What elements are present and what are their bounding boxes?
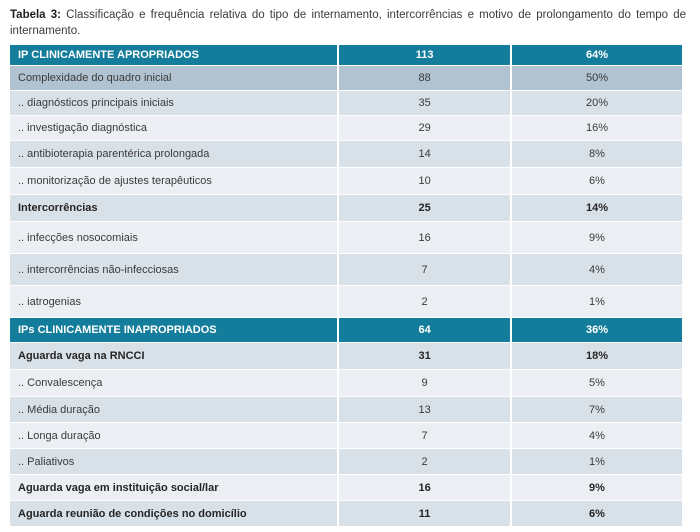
row-count: 14 [337,141,510,167]
row-label: .. Paliativos [18,455,75,468]
table-row [10,222,682,254]
row-label: .. Longa duração [18,429,101,442]
row-label: Aguarda vaga em instituição social/lar [18,481,219,494]
row-label: Aguarda reunião de condições no domicílio [18,507,247,520]
row-percent: 6% [510,501,682,526]
table-row [10,91,682,116]
row-count: 2 [337,286,510,317]
row-label: Complexidade do quadro inicial [18,72,172,85]
table-row [10,195,682,222]
row-label: .. antibioterapia parentérica prolongada [18,148,210,161]
table-row [10,475,682,501]
table-row [10,168,682,195]
row-percent: 7% [510,397,682,422]
table-row [10,116,682,141]
row-count: 31 [337,343,510,369]
row-label: .. intercorrências não-infecciosas [18,263,179,276]
section-header-row [10,45,682,66]
table-row [10,397,682,423]
row-percent: 18% [510,343,682,369]
row-percent: 4% [510,423,682,448]
row-count: 113 [337,45,510,65]
row-percent: 6% [510,168,682,194]
row-label: Intercorrências [18,202,98,215]
row-percent: 9% [510,475,682,500]
row-label: IPs CLINICAMENTE INAPROPRIADOS [18,324,217,337]
row-percent: 1% [510,449,682,474]
row-count: 10 [337,168,510,194]
row-percent: 8% [510,141,682,167]
row-label: IP CLINICAMENTE APROPRIADOS [18,49,199,62]
row-percent: 16% [510,116,682,140]
row-count: 7 [337,254,510,285]
row-count: 13 [337,397,510,422]
row-label: .. monitorização de ajustes terapêuticos [18,175,212,188]
row-percent: 5% [510,370,682,396]
table-row [10,449,682,475]
row-label: .. infecções nosocomiais [18,231,138,244]
row-percent: 14% [510,195,682,221]
row-percent: 4% [510,254,682,285]
row-percent: 36% [510,318,682,342]
row-count: 7 [337,423,510,448]
row-label: .. Convalescença [18,377,103,390]
row-count: 88 [337,66,510,90]
row-label: .. iatrogenias [18,295,81,308]
table-row [10,254,682,286]
row-count: 11 [337,501,510,526]
row-percent: 9% [510,222,682,253]
table-caption [10,8,686,39]
row-count: 16 [337,475,510,500]
row-label: .. diagnósticos principais iniciais [18,97,174,110]
caption-label: Tabela 3: [10,9,61,21]
table-row [10,66,682,91]
row-percent: 50% [510,66,682,90]
row-label: .. Média duração [18,403,100,416]
table-row [10,501,682,527]
table-row [10,423,682,449]
row-percent: 1% [510,286,682,317]
row-label: .. investigação diagnóstica [18,122,148,135]
row-percent: 20% [510,91,682,115]
table-row [10,370,682,397]
row-count: 35 [337,91,510,115]
row-label: Aguarda vaga na RNCCI [18,350,145,363]
row-count: 29 [337,116,510,140]
row-percent: 64% [510,45,682,65]
table-row [10,343,682,370]
table-row [10,286,682,318]
table-row [10,141,682,168]
frequency-table [10,45,682,527]
row-count: 64 [337,318,510,342]
caption-text: Classificação e frequência relativa do tipo de internamento, intercorrências e motivo de prolongamento do tempo de internamento. [10,9,687,37]
row-count: 25 [337,195,510,221]
row-count: 9 [337,370,510,396]
row-count: 16 [337,222,510,253]
row-count: 2 [337,449,510,474]
section-header-row [10,318,682,343]
